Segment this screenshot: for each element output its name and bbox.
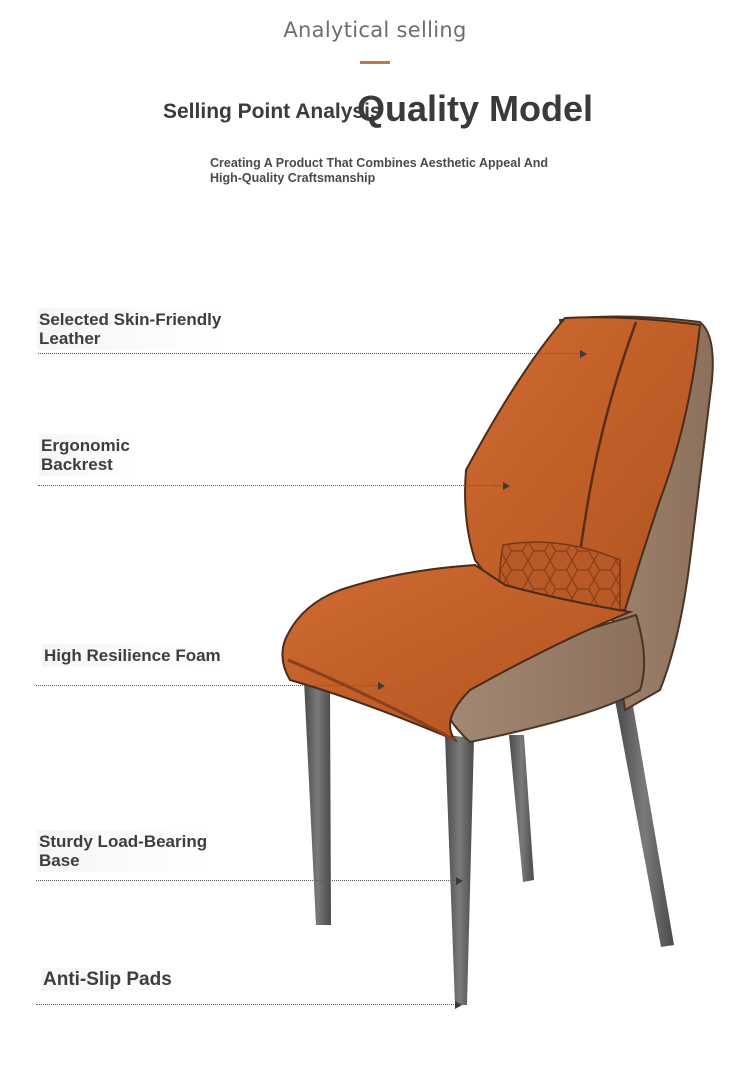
- pointer-arrow-backrest: [503, 482, 510, 490]
- pointer-line-leather: [38, 353, 581, 354]
- feature-label-pads: Anti-Slip Pads: [41, 968, 176, 991]
- pointer-line-foam: [36, 685, 379, 686]
- feature-label-base: Sturdy Load-Bearing Base: [37, 830, 211, 872]
- pointer-line-backrest: [38, 485, 504, 486]
- front-leg-left: [304, 680, 331, 925]
- pointer-arrow-pads: [455, 1001, 462, 1009]
- pointer-line-pads: [36, 1004, 456, 1005]
- pointer-line-base: [36, 880, 457, 881]
- back-leg-left: [509, 735, 534, 882]
- pointer-arrow-foam: [378, 682, 385, 690]
- feature-label-foam: High Resilience Foam: [42, 644, 225, 667]
- pointer-arrow-leather: [580, 350, 587, 358]
- subtitle: Creating A Product That Combines Aesthetic Appeal And High-Quality Craftsmanship: [210, 156, 548, 185]
- back-leg-right: [615, 700, 674, 947]
- feature-label-leather: Selected Skin-Friendly Leather: [37, 308, 225, 350]
- quality-model-heading: Quality Model: [357, 88, 594, 129]
- feature-label-backrest: Ergonomic Backrest: [39, 434, 134, 476]
- front-leg-right: [445, 735, 474, 1005]
- pointer-arrow-base: [456, 877, 463, 885]
- section-title: Analytical selling: [283, 18, 467, 42]
- selling-point-heading: Selling Point Analysis: [163, 100, 382, 123]
